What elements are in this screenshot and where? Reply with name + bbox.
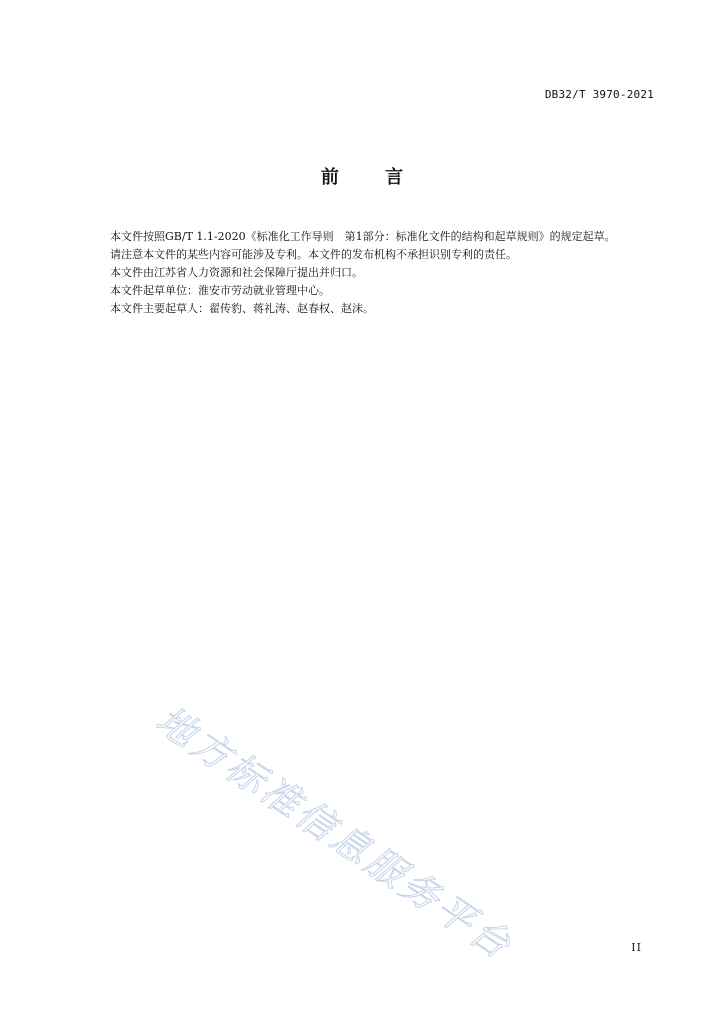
document-code: DB32/T 3970-2021	[544, 88, 654, 101]
paragraph-drafters: 本文件主要起草人：翟传豹、蒋礼涛、赵春权、赵沫。	[110, 302, 374, 315]
foreword-body	[86, 228, 658, 318]
paragraph-proposer: 本文件由江苏省人力资源和社会保障厅提出并归口。	[110, 266, 363, 279]
paragraph-drafting-rules: 本文件按照GB/T 1.1-2020《标准化工作导则 第1部分：标准化文件的结构和起草规则》的规定起草。	[110, 230, 616, 243]
page-title: 前 言	[320, 167, 424, 188]
watermark-text: 地方标准信息服务平台	[148, 697, 522, 969]
page-number: II	[631, 941, 642, 954]
paragraph-patent-notice: 请注意本文件的某些内容可能涉及专利。本文件的发布机构不承担识别专利的责任。	[110, 248, 517, 261]
paragraph-drafting-unit: 本文件起草单位：淮安市劳动就业管理中心。	[110, 284, 330, 297]
